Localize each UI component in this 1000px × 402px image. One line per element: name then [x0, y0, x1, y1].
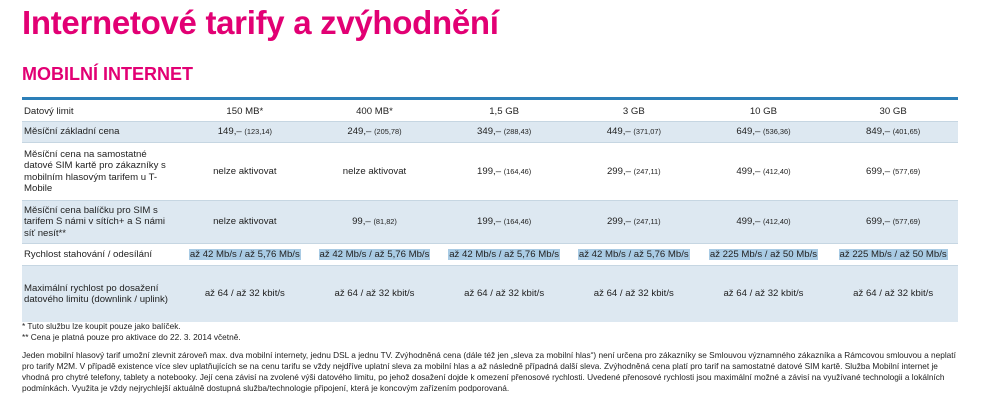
price-without-vat: (412,40) — [763, 217, 791, 227]
table-cell — [439, 143, 569, 201]
row-label: Maximální rychlost po dosažení datového limitu (downlink / uplink) — [22, 266, 180, 323]
speed-value: až 225 Mb/s / až 50 Mb/s — [709, 248, 818, 260]
price-value: nelze aktivovat — [342, 165, 407, 177]
table-cell — [310, 266, 440, 323]
speed-value: až 42 Mb/s / až 5,76 Mb/s — [189, 248, 300, 260]
price-value: 299,– — [606, 216, 631, 228]
table-cell — [569, 122, 699, 143]
price-without-vat: (164,46) — [503, 166, 532, 176]
price-without-vat: (577,69) — [892, 166, 921, 176]
table-cell — [310, 122, 440, 143]
cell-value: 400 MB* — [356, 105, 393, 117]
price-value: 299,– — [606, 165, 631, 177]
section-heading: MOBILNÍ INTERNET — [22, 64, 193, 84]
table-row — [22, 122, 958, 143]
table-cell — [828, 201, 958, 244]
speed-value: až 64 / až 32 kbit/s — [723, 288, 804, 300]
price-value: 199,– — [477, 216, 502, 228]
price-value: 699,– — [866, 165, 891, 177]
page-title: Internetové tarify a zvýhodnění — [22, 4, 499, 41]
table-cell — [699, 122, 829, 143]
footnotes — [22, 321, 241, 343]
price-value: nelze aktivovat — [213, 165, 277, 177]
table-cell — [439, 102, 569, 122]
table-cell — [439, 244, 569, 266]
table-cell — [569, 143, 699, 201]
table-cell — [699, 143, 829, 201]
speed-value: až 64 / až 32 kbit/s — [593, 288, 674, 300]
table-cell — [439, 122, 569, 143]
price-value: 699,– — [866, 216, 891, 228]
table-cell — [310, 143, 440, 201]
table-cell — [180, 266, 310, 323]
speed-value: až 42 Mb/s / až 5,76 Mb/s — [449, 248, 560, 260]
price-without-vat: (288,43) — [503, 127, 532, 137]
price-value: 149,– — [217, 126, 242, 138]
table-cell — [569, 266, 699, 323]
row-label: Datový limit — [22, 102, 180, 122]
cell-value: 3 GB — [622, 105, 645, 117]
price-without-vat: (247,11) — [633, 166, 661, 176]
table-cell — [310, 244, 440, 266]
price-value: 99,– — [352, 216, 371, 228]
table-row — [22, 143, 958, 201]
price-without-vat: (536,36) — [763, 127, 791, 137]
price-value: 249,– — [347, 126, 372, 138]
table-row — [22, 201, 958, 244]
price-value: 499,– — [736, 216, 761, 228]
table-cell — [828, 102, 958, 122]
speed-value: až 64 / až 32 kbit/s — [853, 288, 934, 300]
price-without-vat: (577,69) — [892, 217, 921, 227]
price-without-vat: (412,40) — [763, 166, 791, 176]
table-cell — [828, 244, 958, 266]
price-value: 449,– — [606, 126, 631, 138]
price-without-vat: (247,11) — [633, 217, 661, 227]
row-label: Rychlost stahování / odesílání — [22, 244, 180, 266]
table-cell — [180, 122, 310, 143]
table-cell — [569, 102, 699, 122]
speed-value: až 42 Mb/s / až 5,76 Mb/s — [578, 248, 689, 260]
price-value: nelze aktivovat — [213, 216, 277, 228]
table-cell — [439, 266, 569, 323]
speed-value: až 225 Mb/s / až 50 Mb/s — [839, 248, 947, 260]
price-without-vat: (371,07) — [633, 127, 661, 137]
cell-value: 150 MB* — [226, 105, 264, 117]
speed-value: až 64 / až 32 kbit/s — [334, 288, 415, 300]
price-without-vat: (164,46) — [503, 217, 532, 227]
price-without-vat: (81,82) — [373, 217, 397, 227]
table-cell — [180, 102, 310, 122]
price-value: 499,– — [736, 165, 761, 177]
table-cell — [439, 201, 569, 244]
table-cell — [699, 244, 829, 266]
row-label: Měsíční cena balíčku pro SIM s tarifem S námi v sítích+ a S námi síť nesít** — [22, 201, 180, 244]
price-value: 649,– — [736, 126, 761, 138]
table-row — [22, 244, 958, 266]
tariff-table — [22, 102, 958, 322]
section-rule — [22, 97, 958, 100]
table-cell — [180, 143, 310, 201]
table-cell — [699, 266, 829, 323]
table-cell — [180, 244, 310, 266]
speed-value: až 64 / až 32 kbit/s — [204, 288, 285, 300]
terms-paragraph: Jeden mobilní hlasový tarif umožní zlevnit zároveň max. dva mobilní internety, jednu DSL a jednu TV. Zvýhodněná cena (dále též jen „sleva za mobilní hlas“) není určena pro zákazníky se Smlouvou významného zákazníka a Rámcovou smlouvou a neplatí pro tarify M2M. V případě existence více slev uplatňujících se na cenu tarifu se vždy nejdříve uplatní sleva za mobilní hlas a až následně případná další sleva. Zvýhodněná cena platí pro tarif na samostatné datové SIM kartě. Služba Mobilní internet je vhodná pro chytré telefony, tablety a notebooky. Její cena závisí na zvolené výši datového limitu, po jehož dosažení dojde k omezení přenosové rychlosti. Uvedené přenosové rychlosti jsou maximální možné a závisí na využívané technologii a lokálních podmínkách. Využita je vždy nejrychlejší aktuálně dostupná služba/technologie připojení, která je koncovým zařízením podporovaná. — [22, 350, 956, 393]
table-cell — [310, 102, 440, 122]
table-cell — [180, 201, 310, 244]
price-value: 849,– — [866, 126, 891, 138]
row-label: Měsíční cena na samostatné datové SIM kartě pro zákazníky s mobilním hlasovým tarifem u T-Mobile — [22, 143, 180, 201]
table-cell — [828, 143, 958, 201]
table-cell — [569, 244, 699, 266]
price-without-vat: (123,14) — [244, 127, 272, 137]
table-cell — [699, 102, 829, 122]
cell-value: 30 GB — [879, 105, 907, 117]
price-value: 349,– — [477, 126, 502, 138]
cell-value: 10 GB — [749, 105, 778, 117]
table-cell — [310, 201, 440, 244]
speed-value: až 64 / až 32 kbit/s — [464, 288, 545, 300]
table-row — [22, 266, 958, 323]
table-cell — [569, 201, 699, 244]
footnote: * Tuto službu lze koupit pouze jako balíček. — [22, 321, 181, 331]
row-label: Měsíční základní cena — [22, 122, 180, 143]
table-cell — [828, 266, 958, 323]
table-cell — [699, 201, 829, 244]
footnote: ** Cena je platná pouze pro aktivace do 22. 3. 2014 včetně. — [22, 332, 241, 342]
price-value: 199,– — [477, 165, 502, 177]
speed-value: až 42 Mb/s / až 5,76 Mb/s — [319, 248, 430, 260]
table-cell — [828, 122, 958, 143]
price-without-vat: (401,65) — [892, 127, 921, 137]
cell-value: 1,5 GB — [489, 105, 520, 117]
table-row — [22, 102, 958, 122]
price-without-vat: (205,78) — [374, 127, 402, 137]
